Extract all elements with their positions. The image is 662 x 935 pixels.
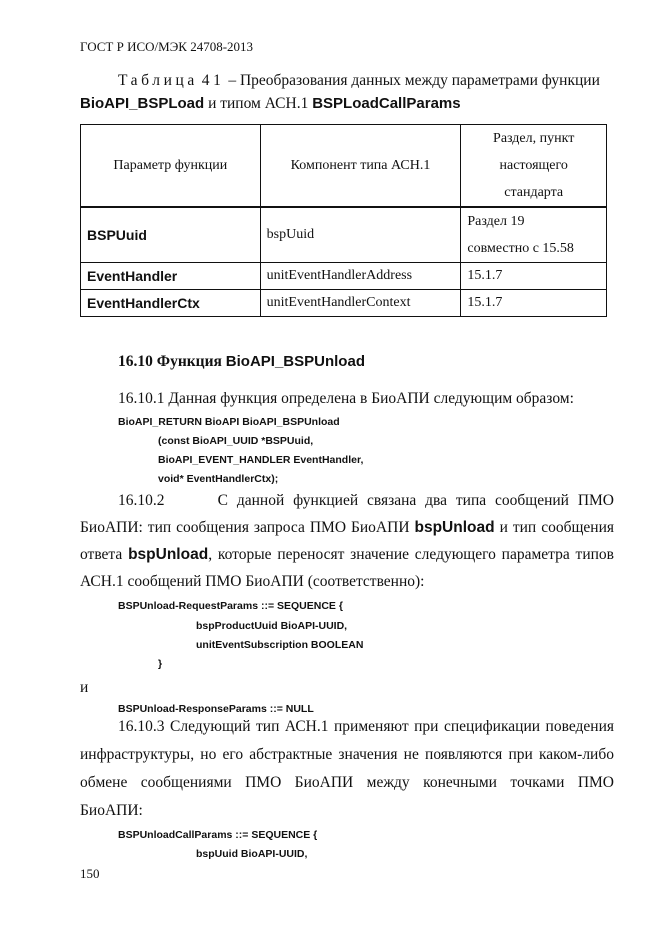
caption-mid: и типом АСН.1 [208,95,309,112]
code-line: BSPUnloadCallParams ::= SEQUENCE { [118,829,318,841]
paragraph-16-10-2-line4: АСН.1 сообщений ПМО БиоАПИ (соответственно): [80,573,425,590]
paragraph-16-10-1: 16.10.1 Данная функция определена в БиоАПИ следующим образом: [118,390,574,407]
page-number: 150 [80,866,100,881]
section-func: BioAPI_BSPUnload [225,353,365,370]
p2-text: и тип сообщения [499,519,614,536]
paragraph-16-10-2-line3 [80,543,614,567]
cell-component: unitEventHandlerAddress [260,263,461,290]
table-header-row [81,125,607,208]
header-param: Параметр функции [81,125,261,208]
code-line: BioAPI_EVENT_HANDLER EventHandler, [158,454,364,466]
code-line: (const BioAPI_UUID *BSPUuid, [158,435,314,447]
table-row [81,207,607,263]
header-section-line: настоящего [499,158,568,173]
cell-component: unitEventHandlerContext [260,290,461,317]
cell-section: 15.1.7 [461,263,607,290]
p2-text: , которые переносят значение следующего параметра типов [208,546,614,563]
cell-section: 15.1.7 [461,290,607,317]
cell-section-line: совместно с 15.58 [467,241,574,256]
code-line: void* EventHandlerCtx); [158,473,279,485]
table-caption-line2 [80,95,461,113]
p2-text: БиоАПИ: тип сообщения запроса ПМО БиоАПИ [80,519,410,536]
code-line: BSPUnload-RequestParams ::= SEQUENCE { [118,600,343,612]
code-line: bspProductUuid BioAPI-UUID, [196,620,348,632]
caption-text: – Преобразования данных между параметрами функции [228,72,600,89]
code-line: BSPUnload-ResponseParams ::= NULL [118,703,314,715]
p2-bspunload: bspUnload [128,546,209,563]
cell-component: bspUuid [260,207,461,263]
paragraph-16-10-2-line1: 16.10.2 С данной функцией связана два типа сообщений ПМО [118,492,614,509]
code-line: } [158,658,163,670]
p2-bspunload: bspUnload [414,519,495,536]
table-row [81,263,607,290]
header-section-line: Раздел, пункт [493,131,575,146]
caption-type: BSPLoadCallParams [312,95,461,112]
paragraph-16-10-3-line4: БиоАПИ: [80,802,143,819]
cell-section-line: Раздел 19 [467,214,525,229]
cell-param: EventHandlerCtx [81,290,261,317]
caption-func: BioAPI_BSPLoad [80,95,205,112]
page-header: ГОСТ Р ИСО/МЭК 24708-2013 [80,39,254,54]
code-line: bspUuid BioAPI-UUID, [196,848,308,860]
code-line: BioAPI_RETURN BioAPI BioAPI_BSPUnload [118,416,340,428]
section-heading [118,353,365,371]
header-section-line: стандарта [504,185,564,200]
caption-number: 41 [201,72,225,89]
cell-param: EventHandler [81,263,261,290]
code-line: unitEventSubscription BOOLEAN [196,639,364,651]
cell-section [461,207,607,263]
p2-text: ответа [80,546,123,563]
cell-param: BSPUuid [81,207,261,263]
table-caption [118,72,614,90]
section-number-title: 16.10 Функция [118,353,222,370]
conjunction: и [80,679,89,696]
paragraph-16-10-3-line2: инфраструктуры, но его абстрактные значения не появляются при каком-либо [80,746,614,763]
paragraph-16-10-3-line3: обмене сообщениями ПМО БиоАПИ между конечными точками ПМО [80,774,614,791]
mapping-table [80,124,607,317]
header-component: Компонент типа АСН.1 [260,125,461,208]
paragraph-16-10-2-line2 [80,516,614,540]
paragraph-16-10-3-line1: 16.10.3 Следующий тип АСН.1 применяют при спецификации поведения [118,718,614,735]
caption-word: Таблица [118,72,198,89]
table-row [81,290,607,317]
header-section [461,125,607,208]
